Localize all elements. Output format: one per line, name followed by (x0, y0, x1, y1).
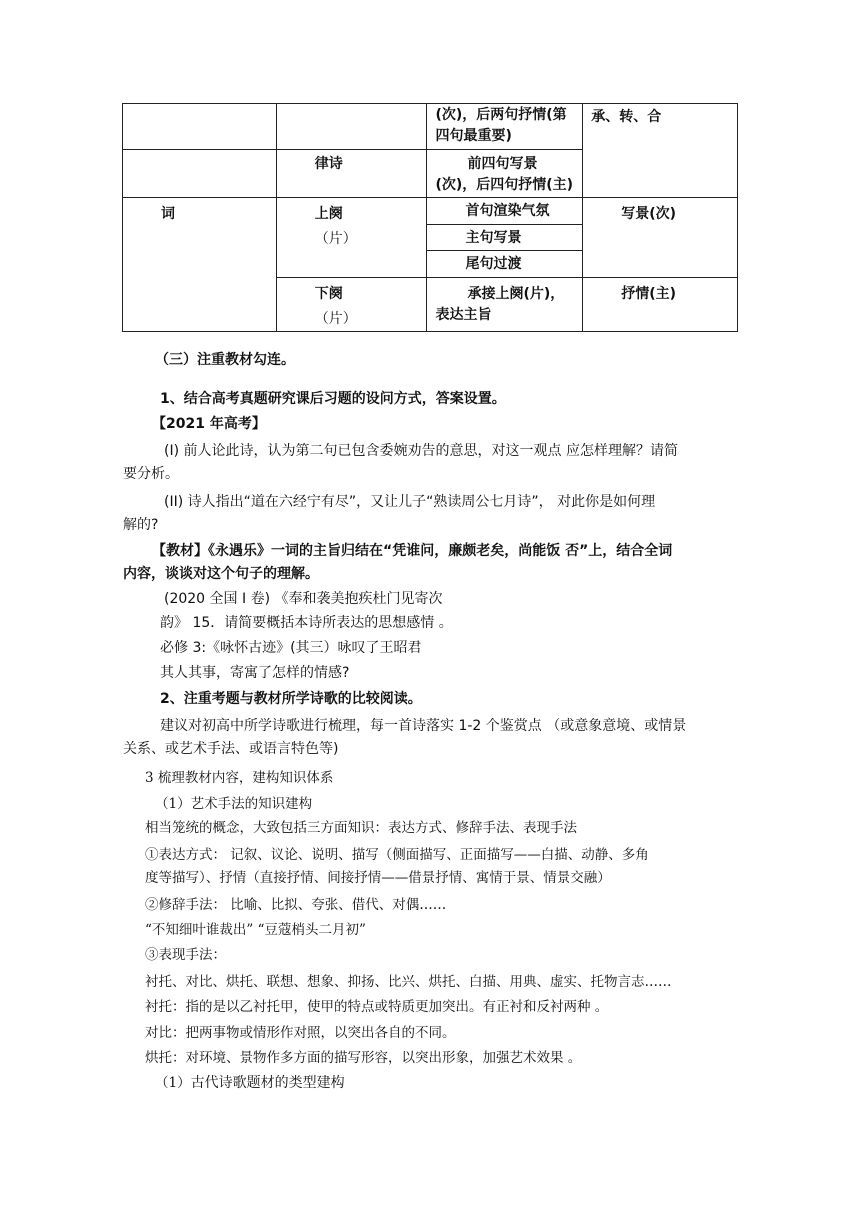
sub-list (427, 198, 582, 276)
subheading-number: （1） (155, 1075, 191, 1091)
paragraph: 1、结合高考真题研究课后习题的设问方式，答案设置。 (160, 391, 506, 407)
paragraph: 韵》 15．请简要概括本诗所表达的思想感情 。 (160, 615, 453, 631)
cell-text: 下阕 (314, 286, 343, 302)
question-line: (I) 前人论此诗，认为第二句已包含委婉劝告的意思，对这一观点 应怎样理解？请简 (164, 443, 678, 459)
table-cell (427, 150, 583, 198)
table-cell (583, 278, 738, 332)
subheading: （1）艺术手法的知识建构 (155, 796, 313, 812)
paragraph: 【教材】《永遇乐》一词的主旨归结在“凭谁问，廉颇老矣，尚能饭 否”上，结合全词 (152, 543, 673, 559)
table-cell (276, 150, 427, 198)
table-cell (276, 278, 427, 332)
list-item: 首句渲染气氛 (465, 203, 550, 219)
paragraph: 内容，谈谈对这个句子的理解。 (123, 566, 319, 582)
table-cell (123, 104, 277, 150)
paragraph: 烘托：对环境、景物作多方面的描写形容，以突出形象，加强艺术效果 。 (145, 1050, 582, 1066)
table-cell (427, 198, 583, 278)
cell-text: (次)，后四句抒情(主) (435, 177, 574, 193)
question-line: 要分析。 (123, 466, 179, 482)
exam-label: 【2021 年高考】 (152, 416, 266, 432)
section-heading: （三）注重教材勾连。 (155, 352, 295, 368)
cell-text: 写景(次) (621, 206, 677, 222)
paragraph: 衬托、对比、烘托、联想、想象、抑扬、比兴、烘托、白描、用典、虚实、托物言志…… (145, 974, 672, 990)
cell-text: (次)，后两句抒情(第四句最重要) (435, 107, 567, 144)
table-cell (427, 104, 583, 150)
cell-text: （片） (314, 231, 357, 247)
cell-text: 上阕 (314, 206, 343, 222)
table-cell (427, 278, 583, 332)
paragraph: 其人其事，寄寓了怎样的情感? (160, 665, 350, 681)
table-cell (583, 198, 738, 278)
paragraph: 对比：把两事物或情形作对照，以突出各自的不同。 (145, 1025, 456, 1041)
list-item: 尾句过渡 (427, 250, 582, 276)
table-cell (123, 198, 277, 332)
paragraph: 必修 3:《咏怀古迹》(其三）咏叹了王昭君 (160, 640, 422, 656)
table-row (123, 104, 738, 150)
table-cell (276, 104, 427, 150)
subheading-text: 古代诗歌题材的类型建构 (190, 1075, 345, 1091)
table-cell (583, 104, 738, 198)
cell-text: 抒情(主) (621, 286, 677, 302)
question-line: 解的? (123, 517, 159, 533)
cell-text: 承、转、合 (591, 109, 662, 125)
paragraph: “不知细叶谁裁出” “豆蔻梢头二月初” (145, 922, 366, 938)
paragraph: 度等描写）、抒情（直接抒情、间接抒情——借景抒情、寓情于景、情景交融） (145, 870, 611, 886)
cell-text: 承接上阕(片)， (467, 286, 565, 302)
cell-text: （片） (314, 311, 357, 327)
paragraph: 建议对初高中所学诗歌进行梳理，每一首诗落实 1-2 个鉴赏点 （或意象意境、或情景 (160, 718, 687, 734)
paragraph: 关系、或艺术手法、或语言特色等) (123, 741, 339, 757)
cell-text: 前四句写景 (467, 156, 538, 172)
list-item: 主句写景 (427, 224, 582, 250)
cell-text: 词 (161, 206, 175, 222)
cell-text: 律诗 (314, 156, 343, 172)
cell-text: 表达主旨 (435, 307, 492, 323)
paragraph: 衬托：指的是以乙衬托甲，使甲的特点或特质更加突出。有正衬和反衬两种 。 (145, 999, 609, 1015)
paragraph: ①表达方式： 记叙、议论、说明、描写（侧面描写、正面描写——白描、动静、多角 (145, 847, 649, 863)
question-line: (II) 诗人指出“道在六经宁有尽”，又让儿子“熟读周公七月诗”， 对此你是如何理 (164, 494, 656, 510)
subheading: 3 梳理教材内容，建构知识体系 (145, 770, 334, 786)
paragraph: 相当笼统的概念，大致包括三方面知识：表达方式、修辞手法、表现手法 (145, 820, 577, 836)
paragraph: ②修辞手法： 比喻、比拟、夸张、借代、对偶…… (145, 897, 447, 913)
poetry-structure-table (122, 103, 738, 332)
subheading (155, 1071, 345, 1092)
paragraph: (2020 全国 I 卷) 《奉和袭美抱疾杜门见寄次 (164, 591, 443, 607)
paragraph: 2、注重考题与教材所学诗歌的比较阅读。 (160, 691, 422, 707)
table-row (123, 198, 738, 278)
table-cell (276, 198, 427, 278)
paragraph: ③表现手法： (145, 947, 226, 963)
table-cell (123, 150, 277, 198)
